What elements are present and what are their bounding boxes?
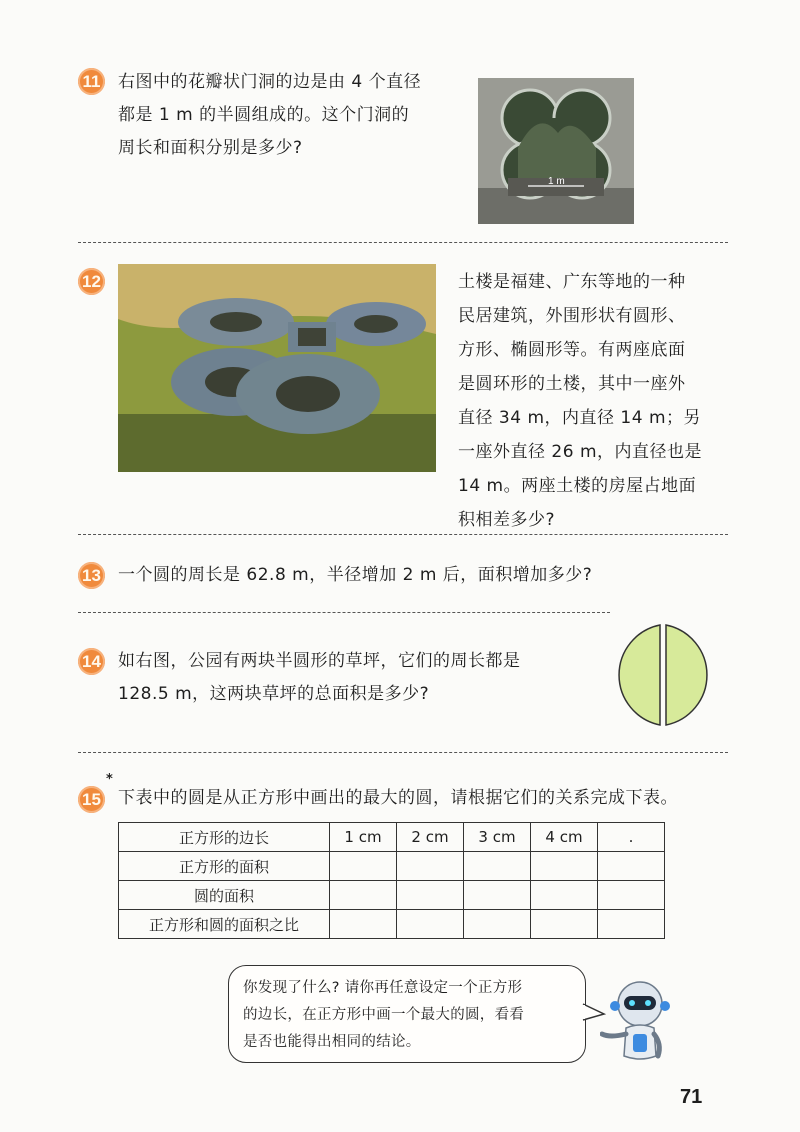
bubble-line-2: 的边长，在正方形中画一个最大的圆，看看 [243,1007,525,1023]
divider-2 [78,534,728,535]
moon-gate-label: 1 m [548,176,565,187]
divider-3 [78,612,610,613]
problem-11-line-2: 都是 1 m 的半圆组成的。这个门洞的 [118,105,410,125]
problem-14-line-1: 如右图，公园有两块半圆形的草坪，它们的周长都是 [118,651,521,671]
left-semicircle-lawn [619,625,660,725]
problem-12-number: 12 [82,271,101,291]
cell-side-2: 2 cm [397,823,464,852]
cell-side-1: 1 cm [330,823,397,852]
answer-cell[interactable] [397,881,464,910]
problem-13-text: 一个圆的周长是 62.8 m，半径增加 2 m 后，面积增加多少? [118,565,593,585]
problem-15-badge [78,786,105,813]
square-circle-table [118,822,665,939]
table-row [119,910,665,939]
table-row [119,852,665,881]
problem-12-line-5: 直径 34 m，内直径 14 m；另 [458,408,701,428]
moon-gate-photo [478,78,634,224]
problem-12-line-6: 一座外直径 26 m，内直径也是 [458,442,702,462]
problem-12-badge [78,268,105,295]
cell-side-5[interactable]: . [598,823,665,852]
right-semicircle-lawn [666,625,707,725]
table-row [119,823,665,852]
problem-15-text: 下表中的圆是从正方形中画出的最大的圆，请根据它们的关系完成下表。 [118,788,678,808]
problem-12-line-4: 是圆环形的土楼，其中一座外 [458,374,686,394]
answer-cell[interactable] [531,910,598,939]
bubble-line-1: 你发现了什么? 请你再任意设定一个正方形 [243,980,523,996]
answer-cell[interactable] [464,852,531,881]
problem-12-line-8: 积相差多少? [458,510,556,530]
row-header-circle-area: 圆的面积 [119,881,330,910]
divider-1 [78,242,728,243]
problem-14-line-2: 128.5 m，这两块草坪的总面积是多少? [118,684,430,704]
answer-cell[interactable] [397,852,464,881]
problem-13-number: 13 [82,565,101,585]
row-header-square-area: 正方形的面积 [119,852,330,881]
answer-cell[interactable] [598,910,665,939]
answer-cell[interactable] [464,910,531,939]
divider-4 [78,752,728,753]
page-number: 71 [680,1086,703,1108]
answer-cell[interactable] [598,852,665,881]
problem-12-line-2: 民居建筑，外围形状有圆形、 [458,306,686,326]
answer-cell[interactable] [598,881,665,910]
problem-11-number: 11 [82,71,101,91]
answer-cell[interactable] [330,910,397,939]
answer-cell[interactable] [464,881,531,910]
semicircle-lawns-diagram [604,622,722,728]
problem-13-badge [78,562,105,589]
speech-bubble [228,965,586,1063]
answer-cell[interactable] [330,852,397,881]
moon-gate-illustration [478,78,634,224]
problem-15-number: 15 [82,789,101,809]
problem-12-line-3: 方形、椭圆形等。有两座底面 [458,340,686,360]
problem-12-line-7: 14 m。两座土楼的房屋占地面 [458,476,697,496]
cell-side-3: 3 cm [464,823,531,852]
table-row [119,881,665,910]
problem-11-badge [78,68,105,95]
problem-11-line-1: 右图中的花瓣状门洞的边是由 4 个直径 [118,72,422,92]
problem-14-badge [78,648,105,675]
answer-cell[interactable] [397,910,464,939]
tulou-photo [118,264,436,472]
row-header-side: 正方形的边长 [119,823,330,852]
answer-cell[interactable] [531,852,598,881]
bubble-text [243,975,524,1056]
challenge-star: * [106,772,113,787]
robot-mascot-icon [600,976,678,1066]
problem-12-line-1: 土楼是福建、广东等地的一种 [458,272,686,292]
answer-cell[interactable] [531,881,598,910]
problem-14-number: 14 [82,651,101,671]
answer-cell[interactable] [330,881,397,910]
row-header-area-ratio: 正方形和圆的面积之比 [119,910,330,939]
tulou-illustration [118,264,436,472]
problem-11-line-3: 周长和面积分别是多少? [118,138,303,158]
bubble-line-3: 是否也能得出相同的结论。 [243,1034,421,1050]
cell-side-4: 4 cm [531,823,598,852]
